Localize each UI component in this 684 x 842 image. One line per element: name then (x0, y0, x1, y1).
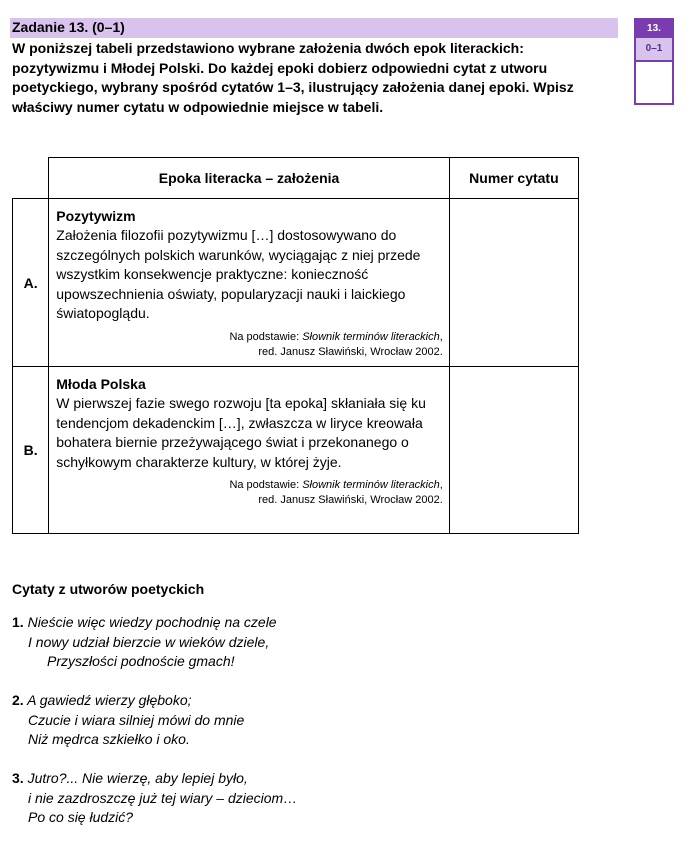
epoch-cell-b (49, 367, 450, 534)
quote-line: Niż mędrca szkiełko i oko. (28, 731, 190, 747)
task-title: Zadanie 13. (0–1) (12, 19, 125, 35)
quotes-heading: Cytaty z utworów poetyckich (12, 581, 205, 597)
quote-line: Po co się łudzić? (28, 809, 134, 825)
source-citation (56, 478, 443, 508)
table-header-epoch: Epoka literacka – założenia (49, 158, 450, 199)
source-editor: red. Janusz Sławiński, Wrocław 2002. (258, 345, 443, 358)
epoch-name: Pozytywizm (56, 208, 136, 224)
table-header-empty (13, 158, 49, 199)
answer-cell-b[interactable] (449, 367, 578, 534)
source-prefix: Na podstawie: (229, 479, 303, 491)
quote-3 (12, 769, 297, 828)
table-row-b (13, 367, 579, 534)
source-citation (56, 330, 443, 360)
quote-line: i nie zazdroszczę już tej wiary – dzieciom… (28, 789, 298, 806)
table-header-row (13, 158, 579, 199)
quote-line: A gawiedź wierzy głęboko; (27, 692, 192, 708)
source-title: Słownik terminów literackich (302, 330, 440, 343)
quote-line: Nieście więc wiedzy pochodnię na czele (27, 614, 277, 630)
score-points: 0–1 (636, 38, 672, 62)
quote-1 (12, 613, 277, 672)
epoch-description: W pierwszej fazie swego rozwoju [ta epoka] skłaniała się ku tendencjom dekadenckim […], zwłaszcza w liryce kreowała bohatera biernie przeżywającego świat i przekonanego o schyłkowym charakterze kultury, w której żyje. (56, 395, 426, 470)
source-editor: red. Janusz Sławiński, Wrocław 2002. (258, 494, 443, 506)
table-row-a (13, 199, 579, 367)
answer-cell-a[interactable] (449, 199, 578, 367)
quote-number: 3. (12, 770, 24, 786)
epoch-name: Młoda Polska (56, 376, 146, 392)
table-header-number: Numer cytatu (449, 158, 578, 199)
task-instructions: W poniższej tabeli przedstawiono wybrane założenia dwóch epok literackich: pozytywizmu i Młodej Polski. Do każdej epoki dobierz odpowiedni cytat z utworu poetyckiego, wybrany spośród cytatów 1–3, ilustrujący założenia danej epoki. Wpisz właściwy numer cytatu w odpowiednie miejsce w tabeli. (12, 40, 574, 115)
quote-line: Czucie i wiara silniej mówi do mnie (28, 711, 245, 728)
quote-line: Jutro?... Nie wierzę, aby lepiej było, (27, 770, 248, 786)
epochs-table (12, 157, 579, 534)
row-letter-b: B. (13, 367, 49, 534)
source-suffix: , (439, 330, 443, 343)
epoch-cell-a (49, 199, 450, 367)
source-suffix: , (439, 479, 443, 491)
score-entry-field[interactable] (636, 62, 672, 105)
quote-line: Przyszłości podnoście gmach! (47, 653, 235, 669)
quote-2 (12, 691, 244, 750)
source-title: Słownik terminów literackich (302, 479, 440, 491)
quote-number: 2. (12, 692, 24, 708)
epoch-description: Założenia filozofii pozytywizmu […] dostosowywano do szczególnych polskich warunków, wyciągając z niej przede wszystkim konsekwencje praktyczne: konieczność upowszechnienia oświaty, popularyzacji nauki i laickiego światopoglądu. (56, 227, 421, 321)
quote-line: I nowy udział bierzcie w wieków dziele, (28, 633, 270, 650)
score-box (634, 18, 674, 105)
quote-number: 1. (12, 614, 24, 630)
score-task-number: 13. (636, 20, 672, 38)
row-letter-a: A. (13, 199, 49, 367)
source-prefix: Na podstawie: (229, 330, 303, 343)
